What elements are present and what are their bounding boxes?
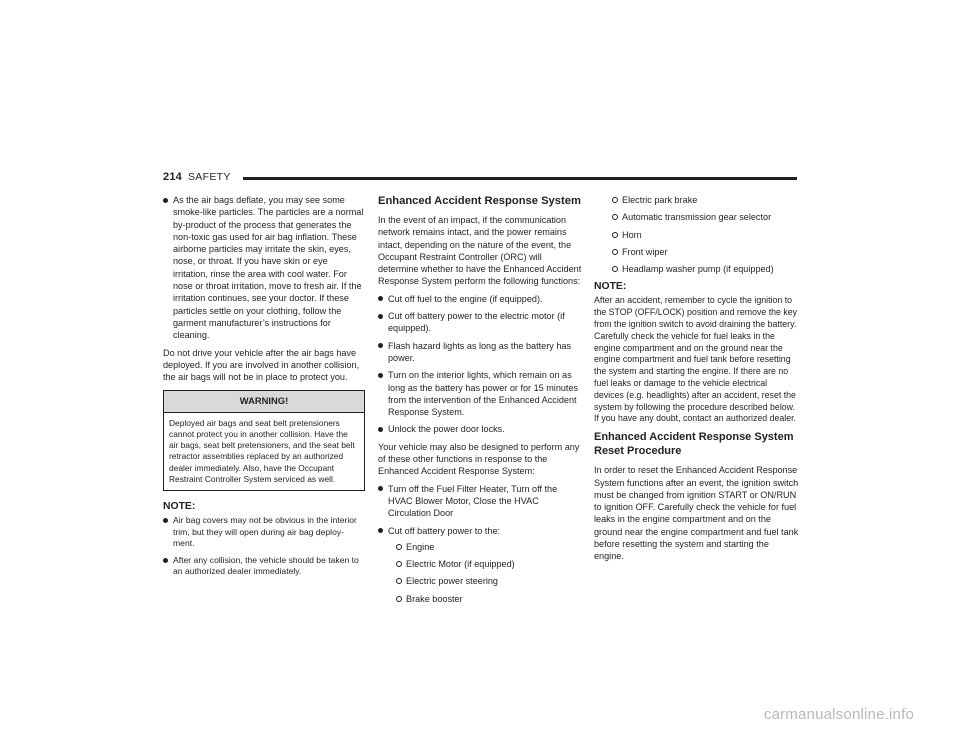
sub-list-item: Automatic transmission gear selector [594,211,799,223]
sub-list-item: Electric power steering [388,575,582,587]
warning-box [163,390,365,491]
list-item: Turn on the interior lights, which remain on as long as the battery has power or for 15 minutes from the intervention of the Enhanced Accident Response System. [378,369,582,418]
list-item [378,525,582,605]
paragraph: Do not drive your vehicle after the air bags have deployed. If you are involved in another collision, the air bags will not be in place to protect you. [163,347,360,383]
paragraph: Your vehicle may also be designed to perform any of these other functions in response to the Enhanced Accident Response System: [378,441,580,477]
sub-list-item: Electric Motor (if equipped) [388,558,582,570]
paragraph: In the event of an impact, if the communication network remains intact, and the power remains intact, depending on the nature of the event, the Occupant Restraint Controller (ORC) will determine whether to have the Enhanced Accident Response System perform the following functions: [378,215,582,287]
section-heading: Enhanced Accident Response System Reset Procedure [594,431,794,458]
header-rule [243,177,797,180]
column-2 [378,194,582,610]
paragraph: In order to reset the Enhanced Accident Response System functions after an event, the ignition switch must be changed from ignition START or ON/RUN to ignition OFF. Carefully check the vehicle for fuel leaks in the engine compartment and on the ground near the engine compartment and fuel tank before resetting the system and starting the engine. [594,465,799,562]
note-label: NOTE: [163,500,196,512]
section-title: SAFETY [188,171,231,183]
list-item: Flash hazard lights as long as the battery has power. [378,340,582,365]
note-label: NOTE: [594,281,627,293]
list-item: Unlock the power door locks. [378,423,582,435]
list-item: Air bag covers may not be obvious in the interior trim, but they will open during air bag deploy-ment. [163,515,365,550]
list-item: Cut off battery power to the electric motor (if equipped). [378,310,582,335]
sub-list-item: Headlamp washer pump (if equipped) [594,263,799,275]
sub-list-item: Brake booster [388,593,582,605]
warning-text: Deployed air bags and seat belt pretensioners cannot protect you in another collision. Have the air bags, seat belt pretensioners, and the seat belt retractor assemblies replaced by an authorized dealer immediately. Also, have the Occupant Restraint Controller System serviced as well. [169,417,355,484]
sub-list-item: Electric park brake [594,194,799,206]
section-heading: Enhanced Accident Response System [378,195,581,207]
list-item: As the air bags deflate, you may see some smoke-like particles. The particles are a normal by-product of the process that generates the non-toxic gas used for air bag inflation. These airborne particles may irritate the skin, eyes, nose, or throat. If you have skin or eye irritation, rinse the area with cool water. For nose or throat irritation, move to fresh air. If the irritation continues, see your doctor. If these particles settle on your clothing, follow the garment manufacturer’s instructions for cleaning. [163,194,365,342]
page-header [163,171,797,187]
sub-list-item: Front wiper [594,246,799,258]
warning-title: WARNING! [164,391,364,412]
column-3 [594,194,799,568]
watermark: carmanualsonline.info [763,706,914,723]
sub-list-item: Horn [594,229,799,241]
list-item: After any collision, the vehicle should be taken to an authorized dealer immediately. [163,555,365,578]
page-number: 214 [163,171,182,183]
list-item: Turn off the Fuel Filter Heater, Turn off the HVAC Blower Motor, Close the HVAC Circulation Door [378,483,582,520]
sub-list-item: Engine [388,541,582,553]
list-item: Cut off fuel to the engine (if equipped). [378,293,582,305]
note-text: After an accident, remember to cycle the ignition to the STOP (OFF/LOCK) position and remove the key from the ignition switch to avoid draining the battery. Carefully check the vehicle for fuel leaks in the engine compartment and on the ground near the engine compartment and fuel tank before resetting the system and starting the engine. If there are no fuel leaks or damage to the vehicle electrical devices (e.g. headlights) after an accident, reset the system by following the procedure described below. If you have any doubt, contact an authorized dealer. [594,295,798,424]
column-1 [163,194,365,583]
list-item-text: Cut off battery power to the: [388,525,501,536]
